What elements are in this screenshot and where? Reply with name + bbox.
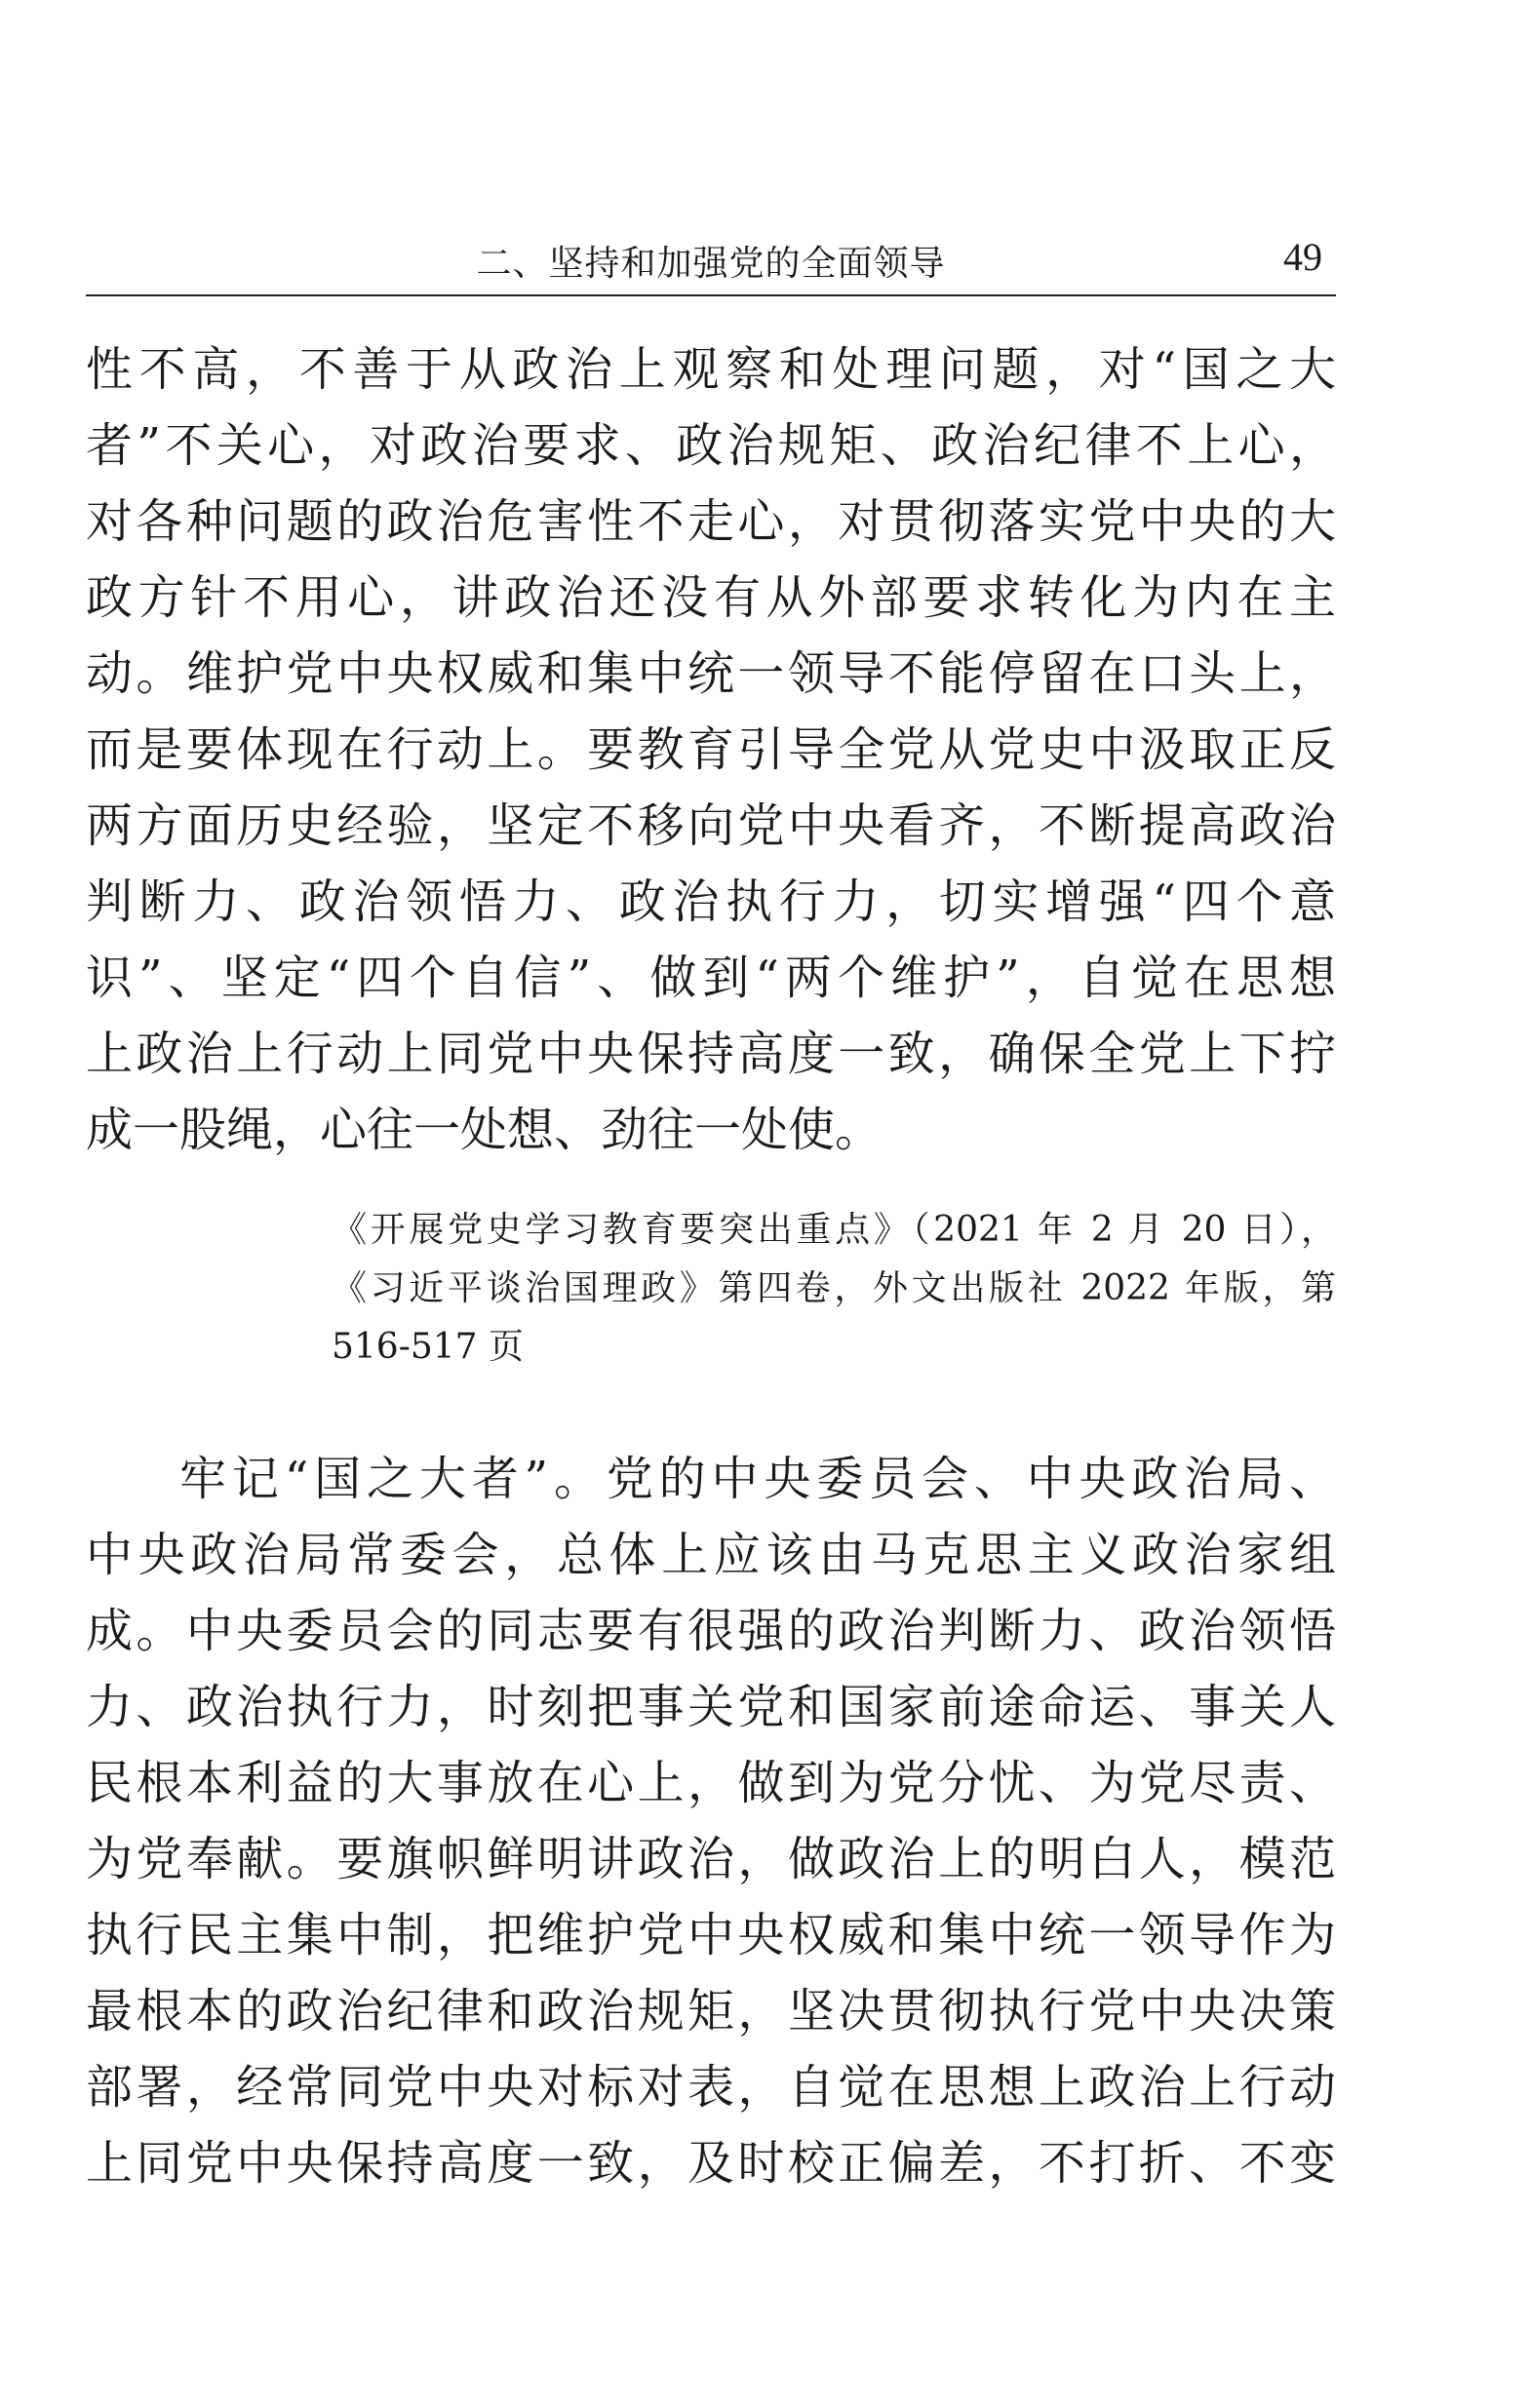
text-line: 判断力、政治领悟力、政治执行力，切实增强“四个意 — [86, 874, 1336, 929]
text-line: 为党奉献。要旗帜鲜明讲政治，做政治上的明白人，模范 — [86, 1832, 1336, 1886]
text-line: 中央政治局常委会，总体上应该由马克思主义政治家组 — [86, 1528, 1336, 1582]
citation-line: 《习近平谈治国理政》第四卷，外文出版社 2022 年版，第 — [332, 1268, 1336, 1308]
citation — [332, 1201, 1336, 1377]
text-line: 政方针不用心，讲政治还没有从外部要求转化为内在主 — [86, 570, 1336, 625]
text-line: 牢记“国之大者”。党的中央委员会、中央政治局、 — [179, 1452, 1336, 1506]
text-line: 上政治上行动上同党中央保持高度一致，确保全党上下拧 — [86, 1027, 1336, 1081]
text-line: 动。维护党中央权威和集中统一领导不能停留在口头上， — [86, 646, 1336, 701]
text-line: 成。中央委员会的同志要有很强的政治判断力、政治领悟 — [86, 1604, 1336, 1658]
text-line: 对各种问题的政治危害性不走心，对贯彻落实党中央的大 — [86, 494, 1336, 549]
paragraph-1 — [86, 331, 1336, 1168]
section-title: 二、坚持和加强党的全面领导 — [476, 244, 946, 284]
text-line: 成一股绳，心往一处想、劲往一处使。 — [86, 1103, 883, 1157]
text-line: 力、政治执行力，时刻把事关党和国家前途命运、事关人 — [86, 1680, 1336, 1734]
text-line: 两方面历史经验，坚定不移向党中央看齐，不断提高政治 — [86, 798, 1336, 853]
citation-line: 516-517 页 — [332, 1327, 525, 1367]
citation-line: 《开展党史学习教育要突出重点》（2021 年 2 月 20 日）， — [332, 1210, 1336, 1250]
text-line: 最根本的政治纪律和政治规矩，坚决贯彻执行党中央决策 — [86, 1984, 1336, 2039]
text-line: 上同党中央保持高度一致，及时校正偏差，不打折、不变 — [86, 2136, 1336, 2191]
text-line: 而是要体现在行动上。要教育引导全党从党史中汲取正反 — [86, 722, 1336, 777]
text-line: 识”、坚定“四个自信”、做到“两个维护”，自觉在思想 — [86, 951, 1336, 1005]
text-line: 执行民主集中制，把维护党中央权威和集中统一领导作为 — [86, 1908, 1336, 1962]
running-header — [86, 226, 1336, 296]
page-number: 49 — [1283, 235, 1322, 279]
paragraph-2 — [86, 1441, 1336, 2201]
text-line: 性不高，不善于从政治上观察和处理问题，对“国之大 — [86, 342, 1336, 397]
text-line: 民根本利益的大事放在心上，做到为党分忧、为党尽责、 — [86, 1756, 1336, 1810]
text-line: 者”不关心，对政治要求、政治规矩、政治纪律不上心， — [86, 418, 1336, 473]
text-line: 部署，经常同党中央对标对表，自觉在思想上政治上行动 — [86, 2060, 1336, 2115]
